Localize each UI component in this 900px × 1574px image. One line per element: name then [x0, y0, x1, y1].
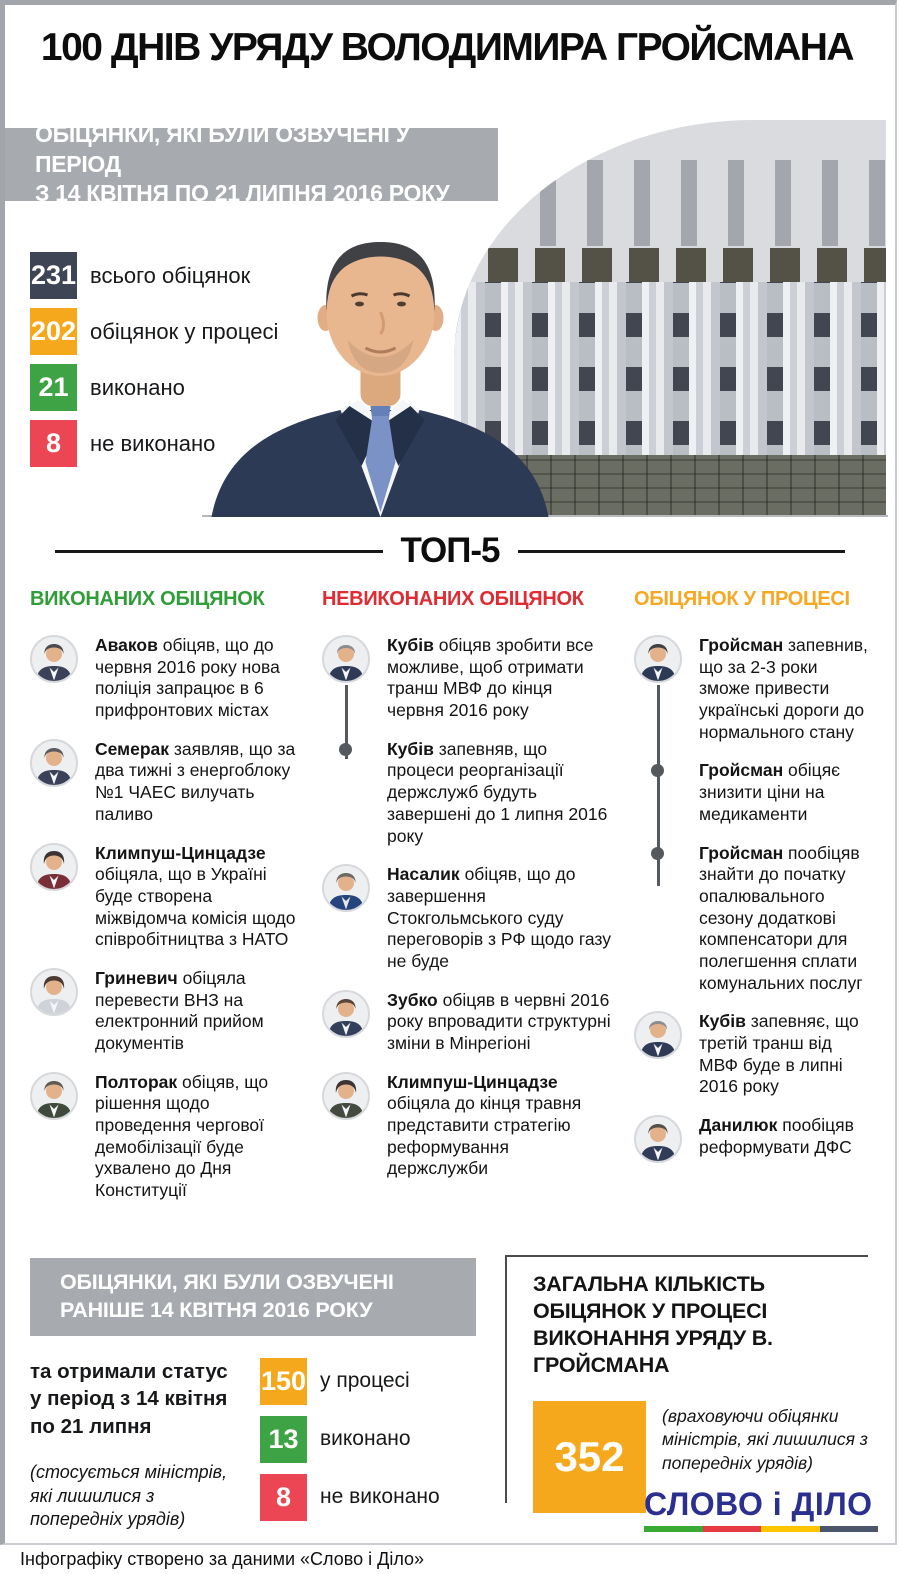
earlier-header-line1: ОБІЦЯНКИ, ЯКІ БУЛИ ОЗВУЧЕНІ [60, 1270, 394, 1294]
promise-item [322, 990, 614, 1055]
person-name: Гройсман [699, 760, 784, 781]
timeline-group [322, 635, 614, 847]
stat-row-total [30, 252, 310, 299]
promise-item [30, 739, 302, 826]
stat-value-badge: 150 [260, 1358, 307, 1405]
stat-row-inprogress [30, 308, 310, 355]
heading-rule-right [518, 550, 846, 553]
person-name: Данилюк [699, 1115, 778, 1136]
person-name: Гройсман [699, 842, 784, 863]
stat-label: виконано [90, 374, 185, 400]
person-name: Климпуш-Цинцадзе [387, 1071, 558, 1092]
promise-item [322, 739, 614, 847]
person-avatar-icon [634, 635, 682, 683]
footer-credit: Інфографіку створено за даними «Слово і Діло» [20, 1549, 425, 1569]
building-upper-windows [524, 160, 886, 246]
promise-item [30, 843, 302, 951]
person-avatar-icon [30, 635, 78, 683]
total-promises-block [505, 1255, 880, 1540]
earlier-promises-block [30, 1258, 476, 1532]
person-avatar-icon [322, 990, 370, 1038]
stat-value-badge: 202 [30, 308, 77, 355]
column-header-inprogress: ОБІЦЯНОК У ПРОЦЕСІ [634, 588, 850, 610]
timeline-dot [651, 847, 664, 860]
promise-item [634, 635, 872, 743]
promise-text: запевнив, що за 2-3 роки зможе привести українські дороги до нормального стану [699, 635, 868, 742]
person-name: Зубко [387, 989, 438, 1010]
stat-label: у процесі [320, 1369, 410, 1393]
stat-row-failed [30, 420, 310, 467]
promise-text: обіцяв зробити все можливе, щоб отримати транш МВФ до кінця червня 2016 року [387, 635, 594, 721]
promise-text: обіцяла перевести ВНЗ на електронний прийом документів [95, 967, 264, 1053]
slovo-i-dilo-logo [644, 1486, 878, 1532]
timeline-dot [651, 764, 664, 777]
timeline-group [634, 635, 872, 994]
person-name: Аваков [95, 635, 158, 655]
person-name: Семерак [95, 738, 169, 759]
person-avatar-icon [30, 739, 78, 787]
stat-row-failed [260, 1474, 440, 1521]
stat-value-badge: 21 [30, 364, 77, 411]
stat-label: не виконано [90, 430, 216, 456]
stat-value-badge: 8 [30, 420, 77, 467]
promise-item [30, 968, 302, 1055]
promise-text: обіцяє знизити ціни на медикаменти [699, 760, 841, 824]
promise-text: запевняв, що процеси реорганізації держслужб будуть завершені до 1 липня 2016 року [387, 738, 608, 846]
promise-text: обіцяв, що до червня 2016 року нова поліція запрацює в 6 прифронтових містах [95, 635, 280, 721]
person-name: Полторак [95, 1071, 178, 1092]
promise-item [634, 1115, 872, 1163]
earlier-header-line2: РАНІШЕ 14 КВІТНЯ 2016 РОКУ [60, 1298, 373, 1323]
promise-item [322, 635, 614, 722]
promise-text: заявляв, що за два тижні з енергоблоку №1 ЧАЕС вилучать паливо [95, 738, 296, 824]
promise-item [30, 635, 302, 722]
top5-column-done [30, 588, 302, 1219]
stat-value-badge: 13 [260, 1416, 307, 1463]
promise-text: обіцяв, що рішення щодо проведення чергової демобілізації буде ухвалено до Дня Конституції [95, 1071, 269, 1201]
person-name: Насалик [387, 864, 460, 885]
earlier-lead-text: та отримали статус у період з 14 квітня по 21 липня [30, 1359, 228, 1439]
person-name: Гриневич [95, 967, 178, 988]
promise-item [322, 1072, 614, 1180]
promise-item [322, 864, 614, 972]
promise-text: запевняє, що третій транш від МВФ буде в липні 2016 року [699, 1011, 859, 1097]
top5-column-inprogress [634, 588, 872, 1219]
promise-text: обіцяла до кінця травня представити стратегію реформування держслужби [387, 1093, 582, 1179]
column-header-failed: НЕВИКОНАНИХ ОБІЦЯНОК [322, 588, 584, 610]
stat-value-badge: 8 [260, 1474, 307, 1521]
person-avatar-icon [30, 843, 78, 891]
promise-item [30, 1072, 302, 1202]
person-avatar-icon [30, 1072, 78, 1120]
column-header-done: ВИКОНАНИХ ОБІЦЯНОК [30, 588, 265, 610]
person-name: Кубів [387, 738, 434, 759]
heading-rule-left [55, 550, 383, 553]
period-banner-line2: З 14 КВІТНЯ ПО 21 ЛИПНЯ 2016 РОКУ [35, 180, 450, 207]
top5-column-failed [322, 588, 614, 1219]
person-name: Гройсман [699, 635, 784, 655]
person-name: Кубів [699, 1011, 746, 1032]
top5-title: ТОП-5 [400, 531, 500, 570]
total-block-title: ЗАГАЛЬНА КІЛЬКІСТЬ ОБІЦЯНОК У ПРОЦЕСІ ВИКОНАННЯ УРЯДУ В. ГРОЙСМАНА [533, 1272, 773, 1377]
earlier-note-text: (стосується міністрів, які лишилися з попередніх урядів) [30, 1461, 228, 1530]
promise-item [634, 843, 872, 995]
stat-label: не виконано [320, 1485, 440, 1509]
promise-text: пообіцяв реформувати ДФС [699, 1115, 854, 1157]
total-note-text: (враховуючи обіцянки міністрів, які лишилися з попередніх урядів) [662, 1405, 868, 1473]
page-title: 100 ДНІВ УРЯДУ ВОЛОДИМИРА ГРОЙСМАНА [40, 26, 854, 69]
person-avatar-icon [634, 1115, 682, 1163]
promise-text: пообіцяв знайти до початку опалювального сезону додаткові компенсатори для полегшення сплати комунальних послуг [699, 842, 863, 993]
person-name: Климпуш-Цинцадзе [95, 842, 266, 863]
person-name: Кубів [387, 635, 434, 655]
stat-row-inprogress [260, 1358, 440, 1405]
promise-item [634, 1011, 872, 1098]
stat-row-done [260, 1416, 440, 1463]
earlier-block-header [30, 1258, 476, 1336]
person-avatar-icon [634, 1011, 682, 1059]
stat-value-badge: 231 [30, 252, 77, 299]
top5-heading [55, 531, 845, 571]
stat-row-done [30, 364, 310, 411]
stat-label: обіцянок у процесі [90, 318, 279, 344]
promise-text: обіцяв, що до завершення Стокгольмського суду переговорів з РФ щодо газу не буде [387, 864, 612, 971]
earlier-stats [260, 1358, 440, 1532]
period-banner-line1: ОБІЦЯНКИ, ЯКІ БУЛИ ОЗВУЧЕНІ У ПЕРІОД [35, 120, 410, 177]
logo-color-bar-icon [644, 1526, 878, 1532]
person-avatar-icon [322, 1072, 370, 1120]
person-avatar-icon [322, 635, 370, 683]
stat-label: всього обіцянок [90, 262, 251, 288]
promise-text: обіцяла, що в Україні буде створена міжвідомча комісія щодо співробітництва з НАТО [95, 864, 296, 950]
timeline-dot [339, 743, 352, 756]
period-banner [5, 120, 498, 207]
person-avatar-icon [322, 864, 370, 912]
stat-label: виконано [320, 1427, 411, 1451]
promise-text: обіцяв в червні 2016 року впровадити структурні зміни в Мінрегіоні [387, 989, 611, 1053]
total-value-badge: 352 [533, 1401, 646, 1513]
person-avatar-icon [30, 968, 78, 1016]
top5-columns [30, 588, 872, 1219]
summary-stats [30, 252, 310, 476]
logo-text: СЛОВО і ДІЛО [644, 1486, 873, 1522]
promise-item [634, 760, 872, 825]
